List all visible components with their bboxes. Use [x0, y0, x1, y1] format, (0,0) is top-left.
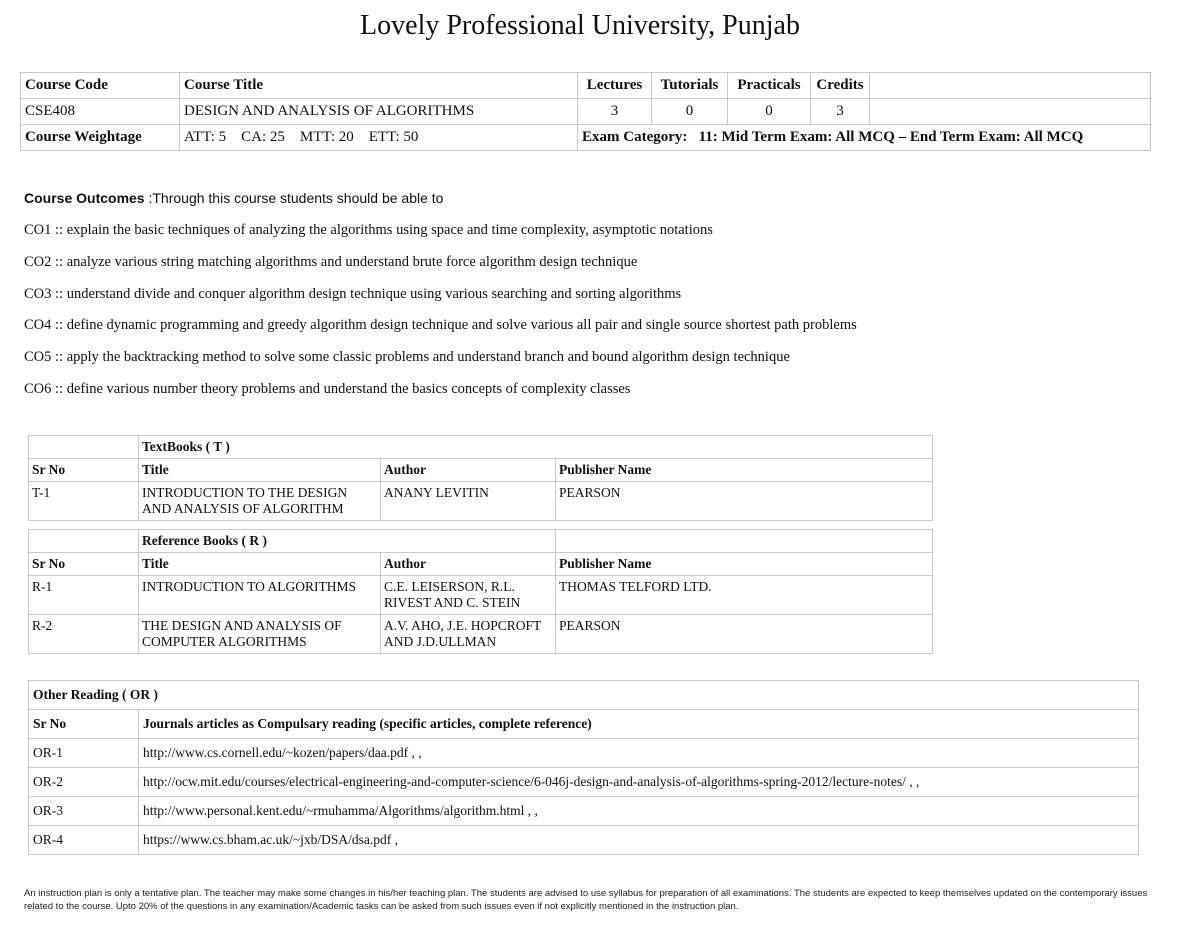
lectures-header: Lectures	[578, 73, 652, 99]
col-author: Author	[381, 553, 556, 576]
textbooks-heading: TextBooks ( T )	[139, 436, 933, 459]
exam-category: Exam Category: 11: Mid Term Exam: All MCQ – End Term Exam: All MCQ	[578, 125, 1151, 151]
reading-link[interactable]: https://www.cs.bham.ac.uk/~jxb/DSA/dsa.pdf ,	[139, 826, 1139, 855]
reading-link[interactable]: http://ocw.mit.edu/courses/electrical-engineering-and-computer-science/6-046j-design-and-analysis-of-algorithms-spring-2012/lecture-notes/ , ,	[139, 768, 1139, 797]
reading-link[interactable]: http://www.cs.cornell.edu/~kozen/papers/daa.pdf , ,	[139, 739, 1139, 768]
outcomes-intro: :Through this course students should be able to	[144, 190, 444, 206]
course-outcome-4: CO4 :: define dynamic programming and greedy algorithm design technique and solve various all pair and single source shortest path problems	[24, 317, 857, 333]
col-publisher: Publisher Name	[556, 459, 933, 482]
textbooks-column-row	[29, 459, 933, 482]
book-sr-no: R-1	[29, 576, 139, 615]
book-author: A.V. AHO, J.E. HOPCROFT AND J.D.ULLMAN	[381, 615, 556, 654]
tutorials-value: 0	[652, 99, 728, 125]
col-sr-no: Sr No	[29, 553, 139, 576]
book-sr-no: R-2	[29, 615, 139, 654]
book-title: INTRODUCTION TO THE DESIGN AND ANALYSIS OF ALGORITHM	[139, 482, 381, 521]
book-sr-no: T-1	[29, 482, 139, 521]
table-row	[29, 797, 1139, 826]
course-outcome-5: CO5 :: apply the backtracking method to solve some classic problems and understand branch and bound algorithm design technique	[24, 349, 790, 365]
col-title: Title	[139, 553, 381, 576]
other-reading-heading-row	[29, 681, 1139, 710]
other-reading-column-row	[29, 710, 1139, 739]
table-row	[29, 615, 933, 654]
book-author: ANANY LEVITIN	[381, 482, 556, 521]
book-title: INTRODUCTION TO ALGORITHMS	[139, 576, 381, 615]
course-code: CSE408	[21, 99, 180, 125]
table-row	[29, 768, 1139, 797]
col-sr-no: Sr No	[29, 710, 139, 739]
empty-cell	[29, 436, 139, 459]
credits-value: 3	[811, 99, 870, 125]
reading-link[interactable]: http://www.personal.kent.edu/~rmuhamma/Algorithms/algorithm.html , ,	[139, 797, 1139, 826]
tutorials-header: Tutorials	[652, 73, 728, 99]
reading-sr-no: OR-1	[29, 739, 139, 768]
book-publisher: PEARSON	[556, 615, 933, 654]
col-sr-no: Sr No	[29, 459, 139, 482]
course-info-table	[20, 72, 1151, 151]
lectures-value: 3	[578, 99, 652, 125]
references-column-row	[29, 553, 933, 576]
empty-cell	[870, 73, 1151, 99]
col-author: Author	[381, 459, 556, 482]
reading-sr-no: OR-4	[29, 826, 139, 855]
credits-header: Credits	[811, 73, 870, 99]
other-reading-heading: Other Reading ( OR )	[29, 681, 1139, 710]
empty-cell	[870, 99, 1151, 125]
weightage-value: ATT: 5 CA: 25 MTT: 20 ETT: 50	[180, 125, 578, 151]
course-outcome-3: CO3 :: understand divide and conquer algorithm design technique using various searching and sorting algorithms	[24, 286, 682, 302]
course-outcome-1: CO1 :: explain the basic techniques of analyzing the algorithms using space and time complexity, asymptotic notations	[24, 222, 713, 238]
book-author: C.E. LEISERSON, R.L. RIVEST AND C. STEIN	[381, 576, 556, 615]
empty-cell	[29, 530, 139, 553]
outcomes-label: Course Outcomes	[24, 190, 145, 206]
course-weightage-row	[21, 125, 1151, 151]
other-reading-table	[28, 680, 1139, 855]
practicals-header: Practicals	[728, 73, 811, 99]
university-title: Lovely Professional University, Punjab	[360, 10, 800, 41]
course-code-header: Course Code	[21, 73, 180, 99]
col-publisher: Publisher Name	[556, 553, 933, 576]
col-description: Journals articles as Compulsary reading (specific articles, complete reference)	[139, 710, 1139, 739]
col-title: Title	[139, 459, 381, 482]
course-header-row	[21, 73, 1151, 99]
textbooks-table	[28, 435, 933, 521]
weightage-label: Course Weightage	[21, 125, 180, 151]
empty-cell	[556, 530, 933, 553]
table-row	[29, 739, 1139, 768]
reference-books-table	[28, 529, 933, 654]
course-title-header: Course Title	[180, 73, 578, 99]
textbooks-heading-row	[29, 436, 933, 459]
practicals-value: 0	[728, 99, 811, 125]
course-title: DESIGN AND ANALYSIS OF ALGORITHMS	[180, 99, 578, 125]
table-row	[29, 482, 933, 521]
book-publisher: PEARSON	[556, 482, 933, 521]
course-value-row	[21, 99, 1151, 125]
course-outcomes-heading	[24, 190, 443, 206]
course-outcome-6: CO6 :: define various number theory problems and understand the basics concepts of complexity classes	[24, 381, 631, 397]
footer-note: An instruction plan is only a tentative plan. The teacher may make some changes in his/her teaching plan. The students are advised to use syllabus for preparation of all examinations. The students are expected to keep themselves updated on the contemporary issues related to the course. Upto 20% of the questions in any examination/Academic tasks can be asked from such issues even if not explicitly mentioned in the instruction plan.	[24, 888, 1148, 912]
book-title: THE DESIGN AND ANALYSIS OF COMPUTER ALGORITHMS	[139, 615, 381, 654]
reading-sr-no: OR-3	[29, 797, 139, 826]
reading-sr-no: OR-2	[29, 768, 139, 797]
course-outcome-2: CO2 :: analyze various string matching algorithms and understand brute force algorithm design technique	[24, 254, 638, 270]
table-row	[29, 576, 933, 615]
table-row	[29, 826, 1139, 855]
references-heading: Reference Books ( R )	[139, 530, 556, 553]
book-publisher: THOMAS TELFORD LTD.	[556, 576, 933, 615]
references-heading-row	[29, 530, 933, 553]
